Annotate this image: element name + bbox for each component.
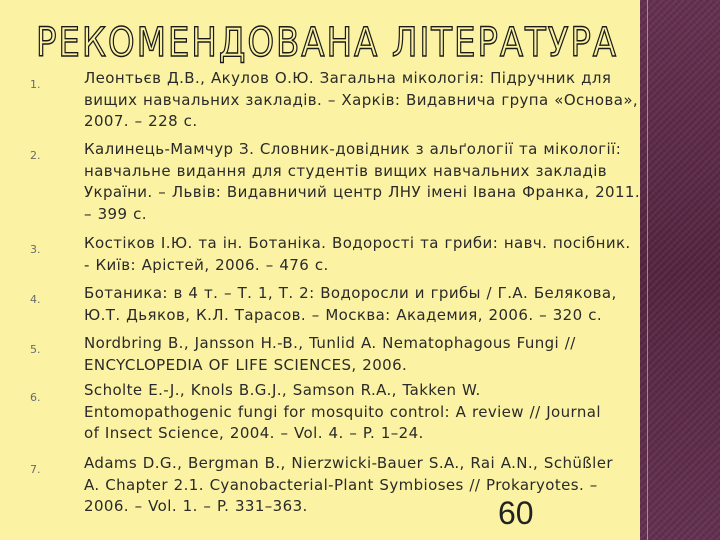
reference-line: Ю.Т. Дьяков, К.Л. Тарасов. – Москва: Академия, 2006. – 320 с. — [84, 305, 603, 324]
reference-line: 2007. – 228 с. — [84, 112, 198, 130]
reference-number: 6. — [30, 391, 41, 404]
reference-item — [84, 380, 644, 445]
reference-line: A. Chapter 2.1. Cyanobacterial-Plant Symbioses // Prokaryotes. – — [84, 475, 598, 494]
reference-number: 4. — [30, 293, 41, 306]
reference-item — [84, 233, 644, 276]
reference-line: 2006. – Vol. 1. – P. 331–363. — [84, 497, 308, 515]
reference-line: Nordbring B., Jansson H.-B., Tunlid A. Nematophagous Fungi // — [84, 334, 576, 352]
reference-line: ENCYCLOPEDIA OF LIFE SCIENCES, 2006. — [84, 355, 408, 374]
reference-line: Entomopathogenic fungi for mosquito control: A review // Journal — [84, 402, 601, 421]
reference-line: Ботаника: в 4 т. – Т. 1, Т. 2: Водоросли и грибы / Г.А. Белякова, — [84, 284, 617, 302]
reference-line: Костіков І.Ю. та ін. Ботаніка. Водорості та гриби: навч. посібник. — [84, 234, 631, 252]
decorative-side-panel — [640, 0, 720, 540]
reference-line: Леонтьєв Д.В., Акулов О.Ю. Загальна мікологія: Підручник для — [84, 69, 612, 87]
reference-line: - Київ: Арістей, 2006. – 476 с. — [84, 255, 329, 274]
reference-number: 1. — [30, 78, 41, 91]
reference-number: 3. — [30, 243, 41, 256]
slide-number: 60 — [498, 495, 534, 531]
reference-line: of Insect Science, 2004. – Vol. 4. – P. 1–24. — [84, 424, 424, 442]
reference-item — [84, 139, 644, 225]
reference-line: Калинець-Мамчур З. Словник-довідник з альґології та мікології: — [84, 140, 622, 158]
reference-line: Adams D.G., Bergman B., Nierzwicki-Bauer S.A., Rai A.N., Schüßler — [84, 454, 613, 472]
reference-line: вищих навчальних закладів. – Харків: Видавнича група «Основа», — [84, 90, 639, 109]
reference-item — [84, 283, 644, 326]
reference-line: – 399 с. — [84, 204, 147, 223]
reference-item — [84, 68, 644, 133]
reference-number: 7. — [30, 463, 41, 476]
reference-number: 5. — [30, 343, 41, 356]
slide-title-text: РЕКОМЕНДОВАНА ЛІТЕРАТУРА — [36, 20, 618, 66]
reference-line: України. – Львів: Видавничий центр ЛНУ імені Івана Франка, 2011. — [84, 183, 641, 201]
reference-item — [84, 453, 644, 518]
reference-item — [84, 333, 644, 376]
reference-line: навчальне видання для студентів вищих навчальних закладів — [84, 161, 608, 180]
reference-number: 2. — [30, 149, 41, 162]
reference-line: Scholte E.-J., Knols B.G.J., Samson R.A., Takken W. — [84, 381, 481, 399]
decorative-divider — [647, 0, 648, 540]
